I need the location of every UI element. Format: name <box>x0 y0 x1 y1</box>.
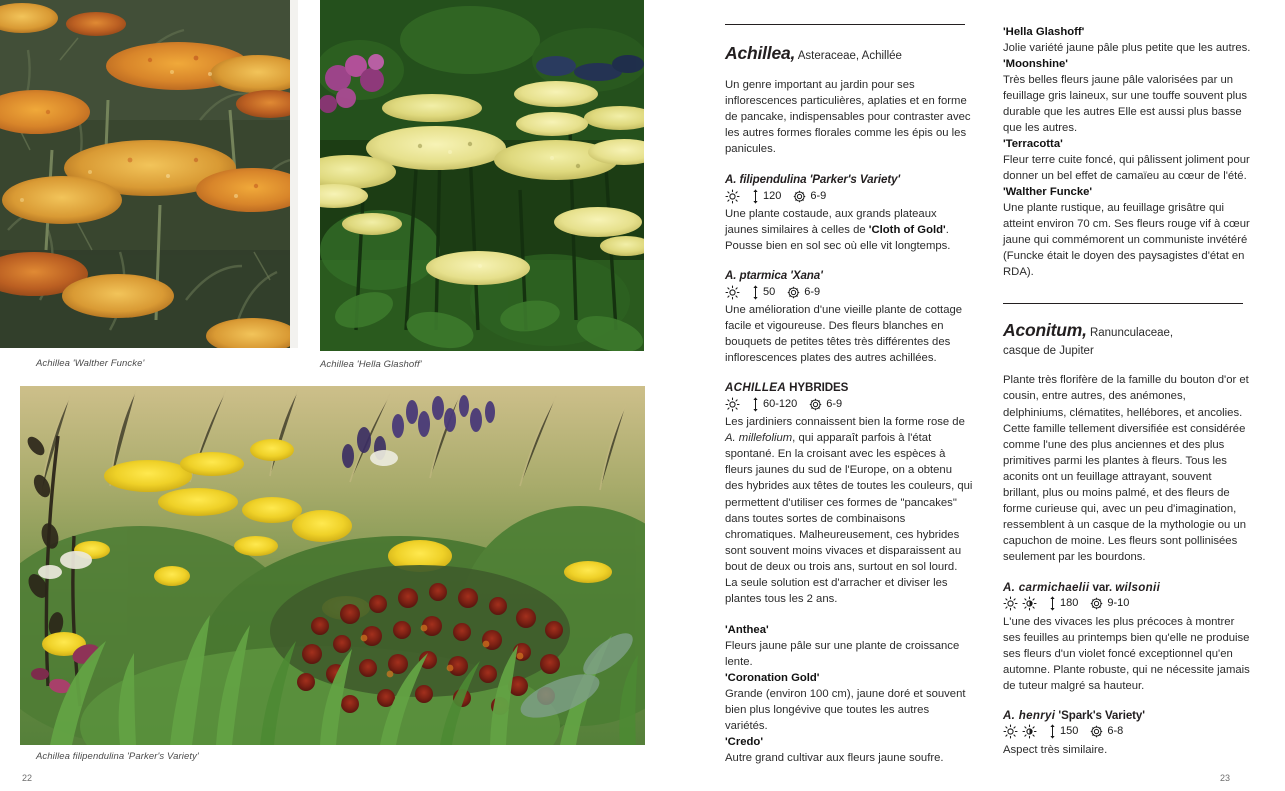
sun-exposure-fact <box>725 189 740 204</box>
desc-part-2: . Pousse bien en sol sec où elle vit longtemps. <box>725 224 951 253</box>
hybrides-desc-italic: A. millefolium <box>725 432 793 445</box>
photo-parkers-variety <box>20 386 645 745</box>
zone-fact <box>808 397 842 412</box>
zone-fact <box>792 189 826 204</box>
desc-bold-cultivar: 'Cloth of Gold' <box>868 224 946 237</box>
cultivar-desc: Fleur terre cuite foncé, qui pâlissent joliment pour donner un bel effet de camaïeu au cœur de l'été. <box>1003 154 1250 183</box>
hybrides-desc-2: , qui apparaît parfois à l'état spontané. En la croisant avec les espèces à fleurs jaunes du sud de l'Europe, on a obtenu des hybrides aux têtes de toutes les couleurs, qui permettent d'utiliser ces formes de "pancakes" dans toutes sortes de combinaisons chromatiques. Malheureusement, ces hybrides sont souvent moins vivaces et disparaissent au bout de deux ou trois ans, surtout en sol lourd. La seule solution est d'arracher et diviser les plantes tous les 2 ans. <box>725 432 973 605</box>
zone-flower-icon <box>1089 596 1104 611</box>
sun-exposure-fact <box>725 397 740 412</box>
sun-full-icon <box>725 397 740 412</box>
facts-henryi <box>1003 724 1251 740</box>
height-fact <box>751 397 797 412</box>
cultivar-list-b <box>1003 24 1251 281</box>
zone-flower-icon <box>786 285 801 300</box>
sp-italic-2: wilsonii <box>1115 580 1161 594</box>
photo-hella-glashoff <box>320 0 644 351</box>
species-desc-henryi: Aspect très similaire. <box>1003 743 1108 756</box>
height-value: 50 <box>763 285 776 298</box>
photo-hella-glashoff-art <box>320 0 644 351</box>
cultivar-name: 'Terracotta' <box>1003 138 1063 151</box>
sun-full-icon <box>1003 596 1018 611</box>
sun-full-icon <box>725 189 740 204</box>
cultivar-desc: Fleurs jaune pâle sur une plante de croissance lente. <box>725 639 960 668</box>
zone-value: 6-8 <box>1107 725 1124 738</box>
species-desc-filipendulina <box>725 206 973 254</box>
sp-rest-1: var. <box>1089 580 1116 594</box>
height-value: 120 <box>763 189 782 202</box>
zone-value: 6-9 <box>804 285 821 298</box>
sun-exposure-fact <box>1003 596 1037 611</box>
species-name-henryi <box>1003 709 1251 722</box>
facts-ptarmica <box>725 284 973 300</box>
height-value: 180 <box>1060 597 1079 610</box>
sp-italic-1: A. henryi <box>1003 708 1056 722</box>
height-arrow-icon <box>1048 724 1057 739</box>
page-number-right: 23 <box>1219 773 1230 783</box>
genus-heading-aconitum <box>1003 320 1251 360</box>
sun-full-icon <box>1003 724 1018 739</box>
zone-fact <box>1089 724 1123 739</box>
facts-hybrides <box>725 396 973 412</box>
hybrides-genus: ACHILLEA <box>725 381 787 395</box>
genus-name: Aconitum, <box>1003 319 1087 340</box>
genus-common-name: casque de Jupiter <box>1003 345 1094 358</box>
hybrides-description <box>725 414 973 606</box>
genus-family: Asteraceae, Achillée <box>795 50 902 62</box>
genus-heading-achillea <box>725 43 973 64</box>
photo-caption-2: Achillea 'Hella Glashoff' <box>320 359 422 370</box>
zone-flower-icon <box>1089 724 1104 739</box>
species-desc-ptarmica: Une amélioration d'une vieille plante de cottage facile et vigoureuse. Des fleurs blanches en bouquets de petites têtes très différentes des inflorescences plates des autres achillées. <box>725 304 963 365</box>
height-value: 150 <box>1060 725 1079 738</box>
section-rule-achillea <box>725 24 965 25</box>
sun-part-icon <box>1022 596 1037 611</box>
cultivar-desc: Grande (environ 100 cm), jaune doré et souvent bien plus longévive que toutes les autres variétés. <box>725 687 966 732</box>
height-fact <box>751 189 781 204</box>
zone-value: 9-10 <box>1107 597 1130 610</box>
height-arrow-icon <box>751 397 760 412</box>
height-arrow-icon <box>751 189 760 204</box>
genus-name: Achillea, <box>725 43 796 63</box>
height-fact <box>751 285 775 300</box>
height-fact <box>1048 596 1078 611</box>
sun-exposure-fact <box>725 285 740 300</box>
cultivar-desc: Jolie variété jaune pâle plus petite que les autres. <box>1003 42 1251 55</box>
facts-carmichaelii <box>1003 596 1251 612</box>
zone-fact <box>1089 596 1129 611</box>
sun-part-icon <box>1022 724 1037 739</box>
height-arrow-icon <box>751 285 760 300</box>
species-name-filipendulina: A. filipendulina 'Parker's Variety' <box>725 173 901 187</box>
page-number-left: 22 <box>22 773 33 783</box>
text-column-a <box>725 24 973 766</box>
text-column-b <box>1003 24 1251 758</box>
height-arrow-icon <box>1048 596 1057 611</box>
zone-value: 6-9 <box>826 397 843 410</box>
facts-filipendulina <box>725 188 973 204</box>
photo-parkers-variety-art <box>20 386 645 745</box>
cultivar-desc: Très belles fleurs jaune pâle valorisées par un feuillage gris laineux, sur une touffe souvent plus durable que les autres Elle est aussi plus basse que les autres. <box>1003 74 1248 135</box>
height-fact <box>1048 724 1078 739</box>
photo-walther-funcke <box>0 0 298 348</box>
zone-value: 6-9 <box>810 189 827 202</box>
cultivar-name: 'Moonshine' <box>1003 58 1068 71</box>
zone-flower-icon <box>808 397 823 412</box>
zone-fact <box>786 285 820 300</box>
section-rule-aconitum <box>1003 303 1243 304</box>
genus-intro-achillea: Un genre important au jardin pour ses inflorescences particulières, aplaties et en forme de pancake, indispensables pour contraster avec les autres formes florales comme les épis ou les panicules. <box>725 78 971 156</box>
cultivar-desc: Une plante rustique, au feuillage grisâtre qui atteint environ 70 cm. Ses fleurs rouge vif à cœur jaune qui commémorent un communiste invétéré (Funcke était le doyen des paysagistes d'état en RDA). <box>1003 202 1250 279</box>
height-value: 60-120 <box>763 397 798 410</box>
genus-family: Ranunculaceae, <box>1086 326 1174 339</box>
cultivar-name: 'Anthea' <box>725 623 769 636</box>
sp-rest-1: 'Spark's Variety' <box>1055 708 1145 722</box>
photo-caption-3: Achillea filipendulina 'Parker's Variety' <box>36 751 199 762</box>
sp-italic-1: A. carmichaelii <box>1003 580 1090 594</box>
cultivar-name: 'Coronation Gold' <box>725 671 820 684</box>
right-page <box>645 0 1285 791</box>
hybrides-desc-1: Les jardiniers connaissent bien la forme rose de <box>725 416 965 429</box>
cultivar-desc: Autre grand cultivar aux fleurs jaune soufre. <box>725 751 944 764</box>
hybrides-label: HYBRIDES <box>786 381 849 395</box>
cultivar-name: 'Walther Funcke' <box>1003 186 1093 199</box>
species-name-achillea-hybrides <box>725 381 973 394</box>
cultivar-list-a <box>725 622 973 766</box>
cultivar-name: 'Hella Glashoff' <box>1003 26 1085 38</box>
photo-caption-1: Achillea 'Walther Funcke' <box>36 358 145 369</box>
sun-full-icon <box>725 285 740 300</box>
photo-walther-funcke-art <box>0 0 298 348</box>
genus-intro-aconitum: Plante très florifère de la famille du bouton d'or et cousin, entre autres, des anémones, delphiniums, clématites, hellébores, et ancolies. Cette famille tellement diversifiée est considérée comme l'une des plus anciennes et des plus primitives parmi les plantes à fleurs. Tous les aconits ont un feuillage attrayant, souvent brillant, plus ou moins palmé, et des fleurs de forme curieuse qui, avec un peu d'imagination, ressemblent à un casque de la mythologie ou un capuchon de moine. Les fleurs sont pollinisées seulement par les bourdons. <box>1003 374 1249 563</box>
desc-part-1: Une plante costaude, aux grands plateaux jaunes similaires à celles de <box>725 208 937 237</box>
species-name-carmichaelii <box>1003 581 1251 594</box>
species-desc-carmichaelii: L'une des vivaces les plus précoces à montrer ses feuilles au printemps bien qu'elle ne produise ses fleurs d'un violet foncé exceptionnel qu'en automne. Plante robuste, qui ne nécessite jamais de tuteur malgré sa hauteur. <box>1003 615 1250 692</box>
species-name-ptarmica: A. ptarmica 'Xana' <box>725 269 823 283</box>
cultivar-name: 'Credo' <box>725 735 764 748</box>
zone-flower-icon <box>792 189 807 204</box>
sun-exposure-fact <box>1003 724 1037 739</box>
